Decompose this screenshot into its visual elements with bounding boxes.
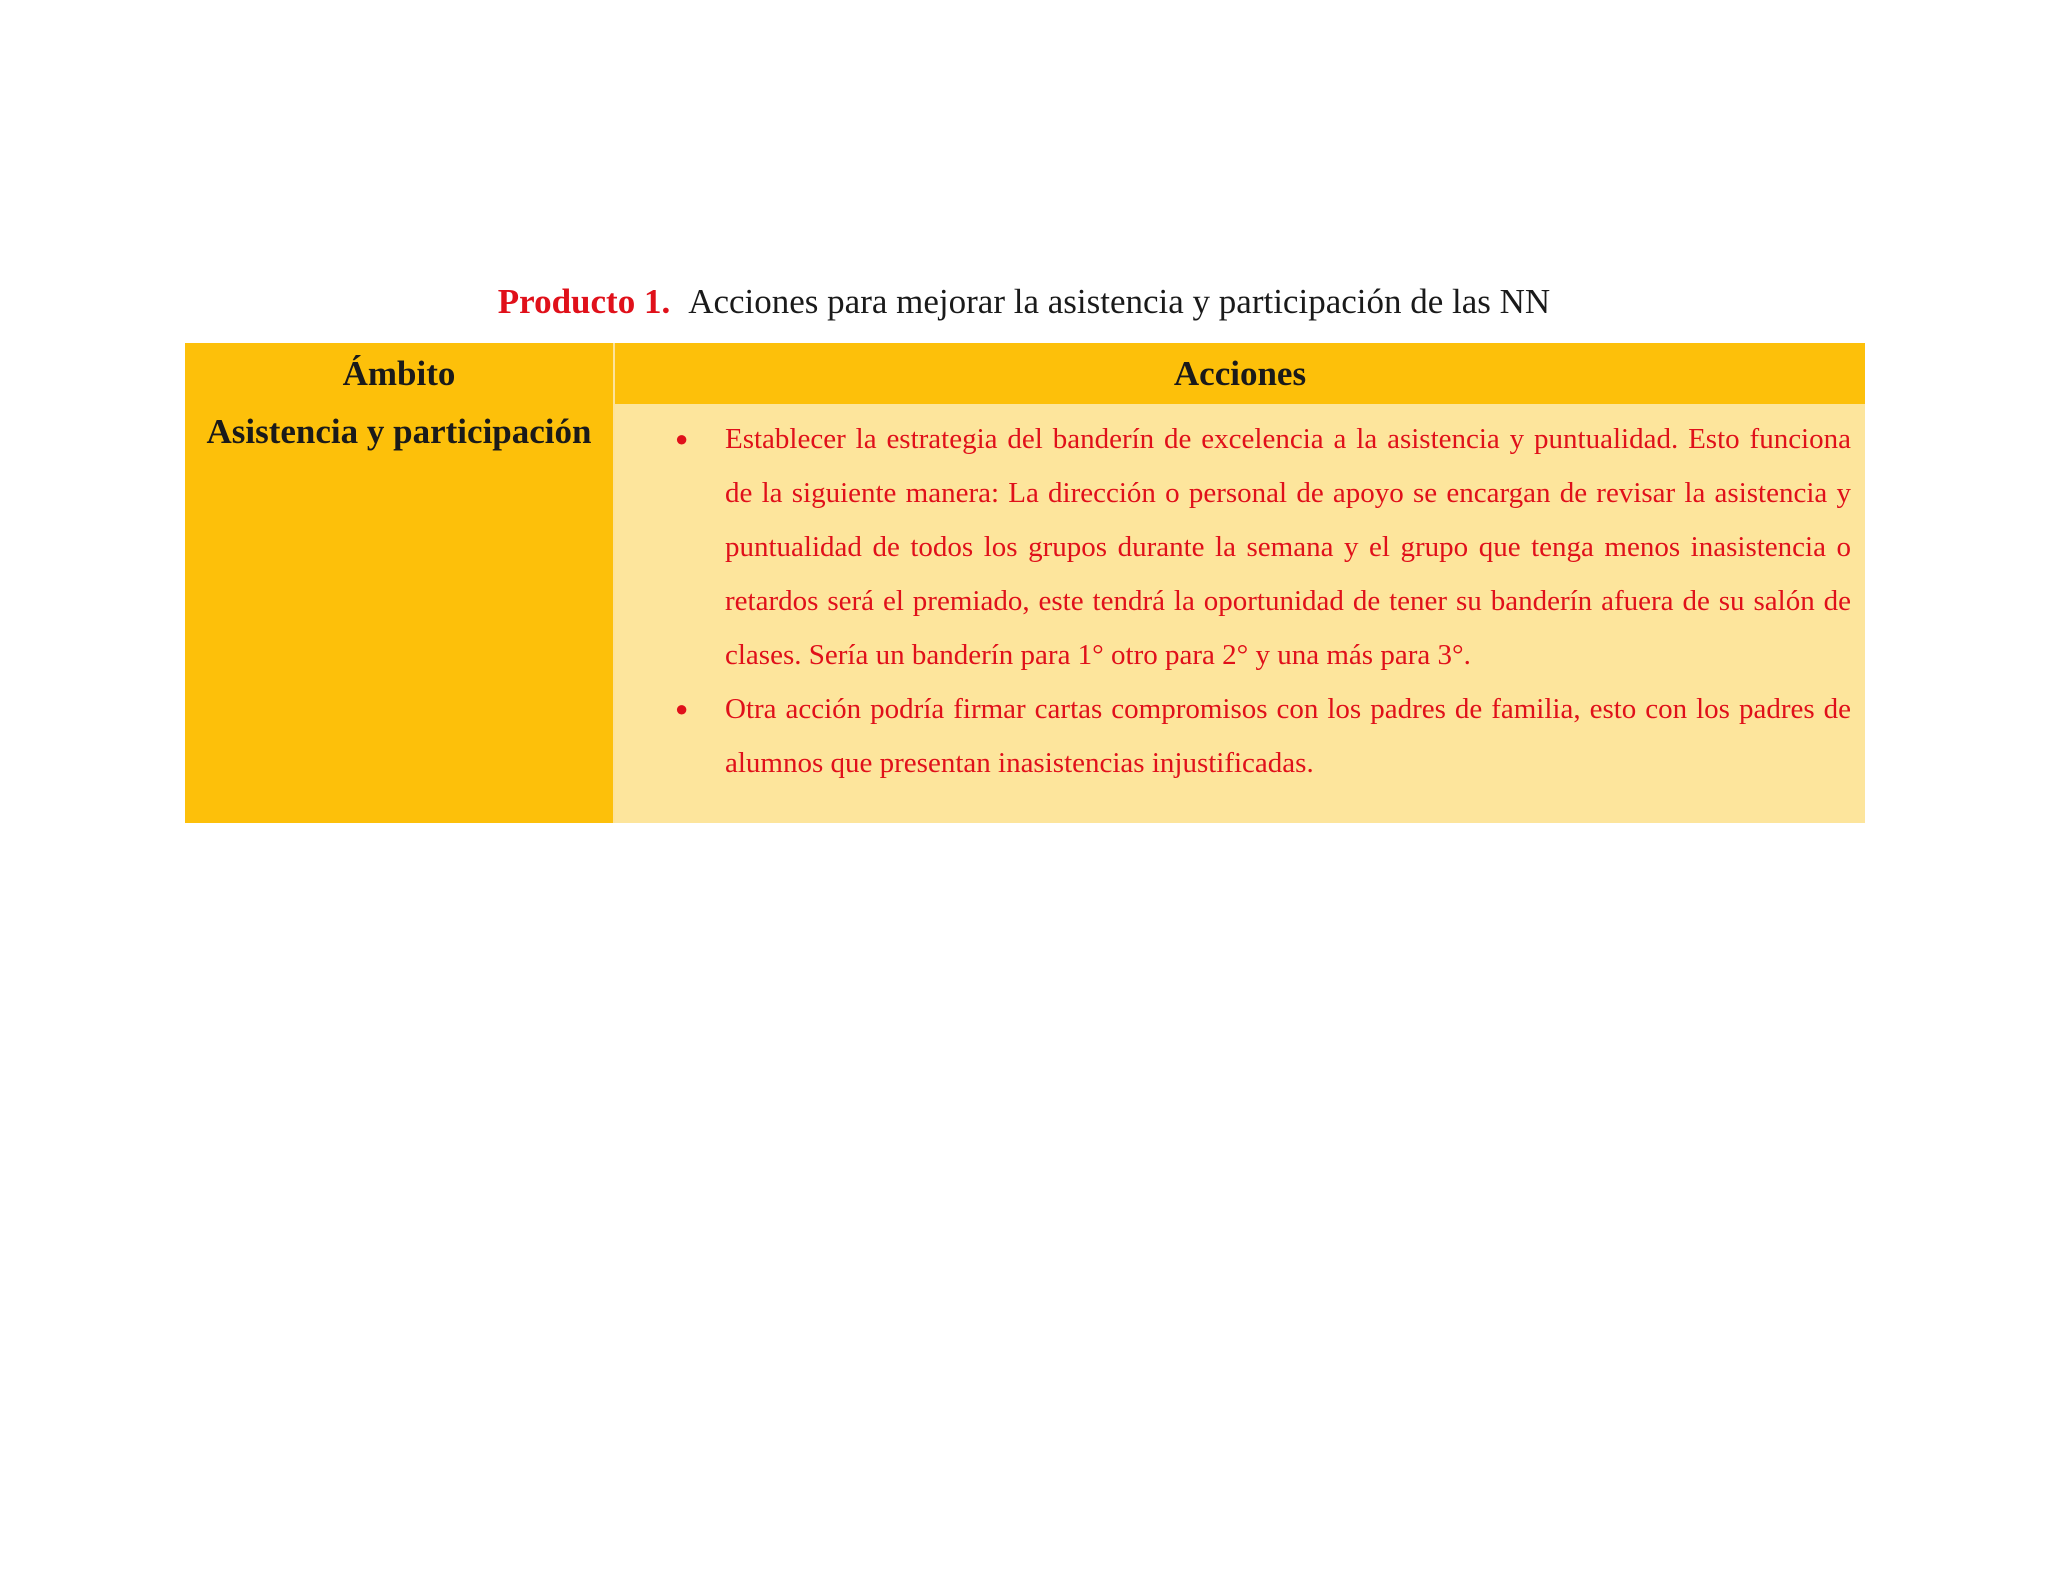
table-header-row bbox=[185, 343, 1865, 404]
table-row bbox=[185, 404, 1865, 823]
header-acciones: Acciones bbox=[614, 343, 1865, 404]
header-ambito: Ámbito bbox=[185, 343, 614, 404]
cell-acciones bbox=[614, 404, 1865, 823]
actions-table bbox=[185, 343, 1865, 823]
cell-ambito: Asistencia y participación bbox=[185, 404, 614, 823]
bullet-dot-icon: ● bbox=[675, 426, 689, 451]
action-item bbox=[675, 682, 1851, 790]
action-item bbox=[675, 412, 1851, 682]
table-caption bbox=[0, 278, 2048, 326]
action-list bbox=[615, 412, 1865, 790]
caption-text: Acciones para mejorar la asistencia y participación de las NN bbox=[688, 282, 1551, 321]
bullet-dot-icon: ● bbox=[675, 696, 689, 721]
action-text: Otra acción podría firmar cartas compromisos con los padres de familia, esto con los padres de alumnos que presentan inasistencias injustificadas. bbox=[725, 693, 1851, 779]
action-text: Establecer la estrategia del banderín de excelencia a la asistencia y puntualidad. Esto funciona de la siguiente manera: La dirección o personal de apoyo se encargan de revisar la asistencia y puntualidad de todos los grupos durante la semana y el grupo que tenga menos inasistencia o retardos será el premiado, este tendrá la oportunidad de tener su banderín afuera de su salón de clases. Sería un banderín para 1° otro para 2° y una más para 3°. bbox=[725, 423, 1851, 671]
caption-label: Producto 1. bbox=[497, 282, 671, 321]
